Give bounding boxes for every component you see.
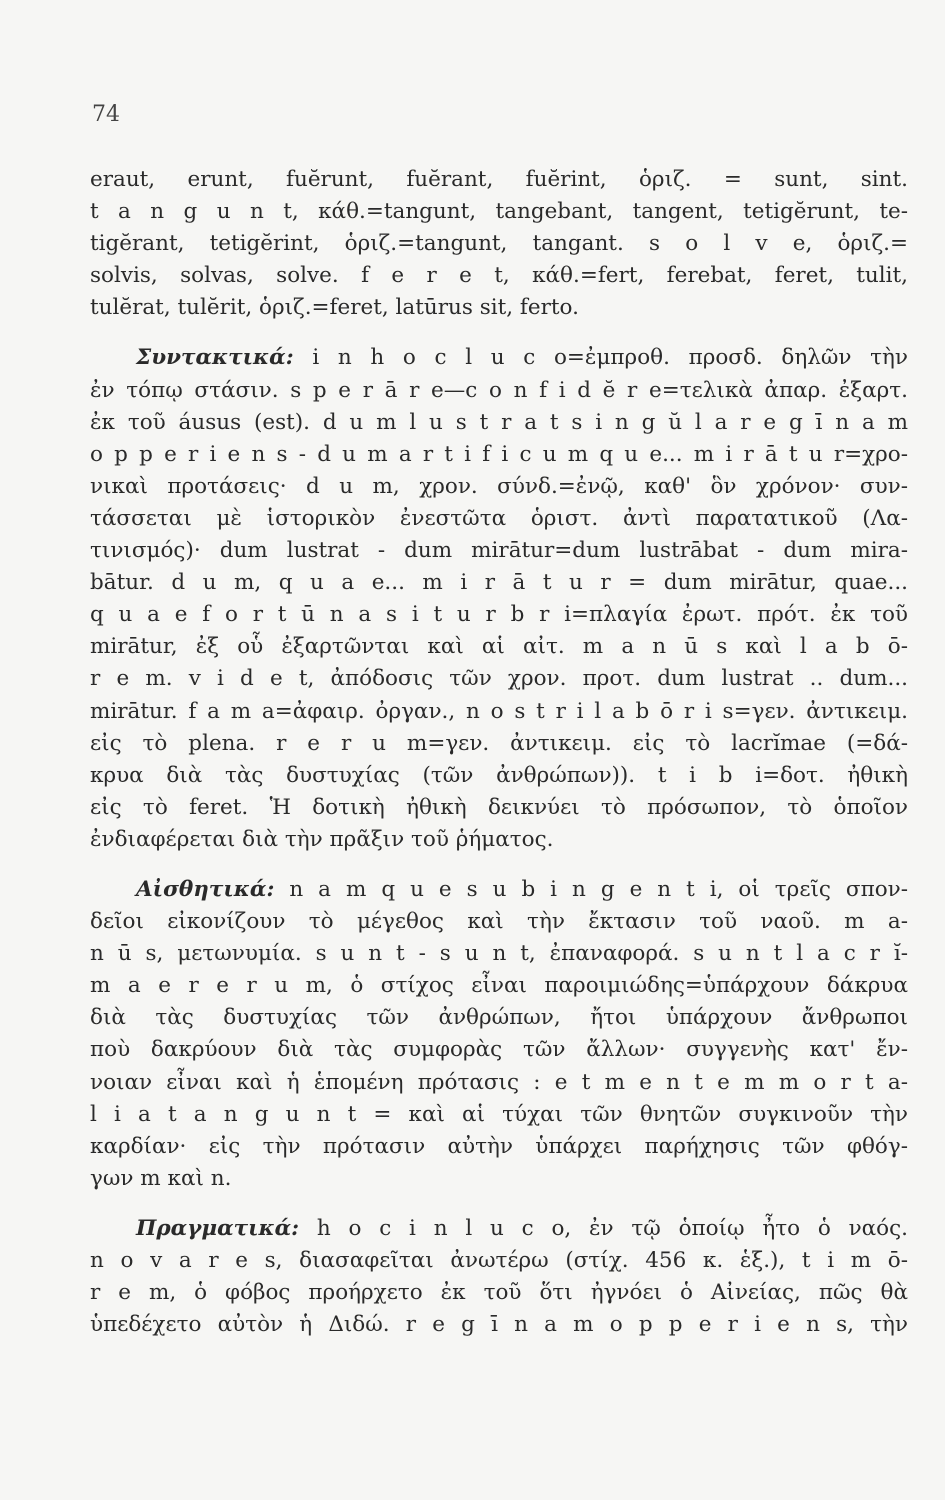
text-line: γων m καὶ n. [90, 1165, 232, 1191]
text-line: mirātur. f a m a=ἀφαιρ. ὀργαν., n o s t r i l a b ō r i s=γεν. ἀντικειμ. [90, 698, 908, 724]
text-line: τάσσεται μὲ ἱστορικὸν ἐνεστῶτα ὁριστ. ἀντὶ παρατατικοῦ (Λα- [90, 505, 908, 531]
text-line: m a e r e r u m, ὁ στίχος εἶναι παροιμιώδης=ὑπάρχουν δάκρυα [90, 973, 908, 999]
text-line: eraut, erunt, fuĕrunt, fuĕrant, fuĕrint, ὁριζ. = sunt, sint. [90, 167, 908, 192]
section-heading-syntax: Συντακτικά: [136, 345, 294, 371]
text-line: q u a e f o r t ū n a s i t u r b r i=πλαγία ἐρωτ. πρότ. ἐκ τοῦ [90, 602, 908, 628]
text-line: ποὺ δακρύουν διὰ τὰς συμφορὰς τῶν ἄλλων· συγγενὴς κατ' ἔν- [90, 1037, 908, 1063]
text-line: n ū s, μετωνυμία. s u n t - s u n t, ἐπαναφορά. s u n t l a c r ĭ- [90, 941, 908, 967]
text-line: κρυα διὰ τὰς δυστυχίας (τῶν ἀνθρώπων)). t i b i=δοτ. ἠθικὴ [90, 762, 908, 788]
text-line: καρδίαν· εἰς τὴν πρότασιν αὐτὴν ὑπάρχει παρήχησις τῶν φθόγ- [90, 1133, 908, 1159]
text-line: tigĕrant, tetigĕrint, ὁριζ.=tangunt, tangant. s o l v e, ὁριζ.= [90, 231, 908, 257]
text-line: τινισμός)· dum lustrat - dum mirātur=dum lustrābat - dum mira- [90, 538, 908, 564]
text-line: r e m. v i d e t, ἀπόδοσις τῶν χρον. προτ. dum lustrat .. dum... [90, 666, 908, 692]
text-line: o p p e r i e n s - d u m a r t i f i c u m q u e... m i r ā t u r=χρο- [90, 441, 908, 467]
text-line: διὰ τὰς δυστυχίας τῶν ἀνθρώπων, ἤτοι ὑπάρχουν ἄνθρωποι [90, 1005, 908, 1031]
page-number: 74 [92, 102, 120, 127]
text-line: solvis, solvas, solve. f e r e t, κάθ.=fert, ferebat, feret, tulit, [90, 263, 908, 289]
text-line: δεῖοι εἰκονίζουν τὸ μέγεθος καὶ τὴν ἔκτασιν τοῦ ναοῦ. m a- [90, 909, 908, 935]
text-line: νικαὶ προτάσεις· d u m, χρον. σύνδ.=ἐνῷ, καθ' ὃν χρόνον· συν- [90, 473, 908, 499]
section-heading-realia: Πραγματικά: [136, 1215, 300, 1241]
text-line: l i a t a n g u n t = καὶ αἱ τύχαι τῶν θνητῶν συγκινοῦν τὴν [90, 1101, 908, 1127]
text-line: Αἰσθητικά: n a m q u e s u b i n g e n t i, οἱ τρεῖς σπον- [136, 876, 908, 902]
text-line: bātur. d u m, q u a e... m i r ā t u r = dum mirātur, quae... [90, 570, 908, 596]
text-line: Συντακτικά: i n h o c l u c o=ἐμπροθ. προσδ. δηλῶν τὴν [136, 345, 908, 371]
section-heading-aesthetics: Αἰσθητικά: [136, 876, 275, 902]
commentary-text [90, 164, 908, 1341]
text-line: νοιαν εἶναι καὶ ἡ ἑπομένη πρότασις : e t m e n t e m m o r t a- [90, 1069, 908, 1095]
text-line: r e m, ὁ φόβος προήρχετο ἐκ τοῦ ὅτι ἠγνόει ὁ Αἰνείας, πῶς θὰ [90, 1280, 908, 1306]
text-line: Πραγματικά: h o c i n l u c o, ἐν τῷ ὁποίῳ ἦτο ὁ ναός. [136, 1215, 908, 1241]
paragraph-gap [90, 324, 908, 342]
paragraph-gap [90, 1195, 908, 1213]
text-line: ἐνδιαφέρεται διὰ τὴν πρᾶξιν τοῦ ῥήματος. [90, 826, 554, 852]
paragraph-gap [90, 856, 908, 874]
text-line: εἰς τὸ plena. r e r u m=γεν. ἀντικειμ. εἰς τὸ lacrĭmae (=δά- [90, 730, 908, 756]
text-line: ἐν τόπῳ στάσιν. s p e r ā r e—c o n f i d ĕ r e=τελικὰ ἀπαρ. ἐξαρτ. [90, 377, 908, 403]
text-line: ὑπεδέχετο αὐτὸν ἡ Διδώ. r e g ī n a m o p p e r i e n s, τὴν [90, 1312, 908, 1338]
text-line: t a n g u n t, κάθ.=tangunt, tangebant, tangent, tetigĕrunt, te- [90, 199, 908, 225]
text-line: εἰς τὸ feret. Ἡ δοτικὴ ἠθικὴ δεικνύει τὸ πρόσωπον, τὸ ὁποῖον [90, 794, 908, 820]
text-line: n o v a r e s, διασαφεῖται ἀνωτέρω (στίχ. 456 κ. ἑξ.), t i m ō- [90, 1248, 908, 1273]
text-line: tulĕrat, tulĕrit, ὁριζ.=feret, latūrus sit, ferto. [90, 295, 579, 321]
text-line: mirātur, ἐξ οὗ ἐξαρτῶνται καὶ αἱ αἰτ. m a n ū s καὶ l a b ō- [90, 634, 908, 660]
text-line: ἐκ τοῦ áusus (est). d u m l u s t r a t s i n g ŭ l a r e g ī n a m [90, 409, 908, 435]
